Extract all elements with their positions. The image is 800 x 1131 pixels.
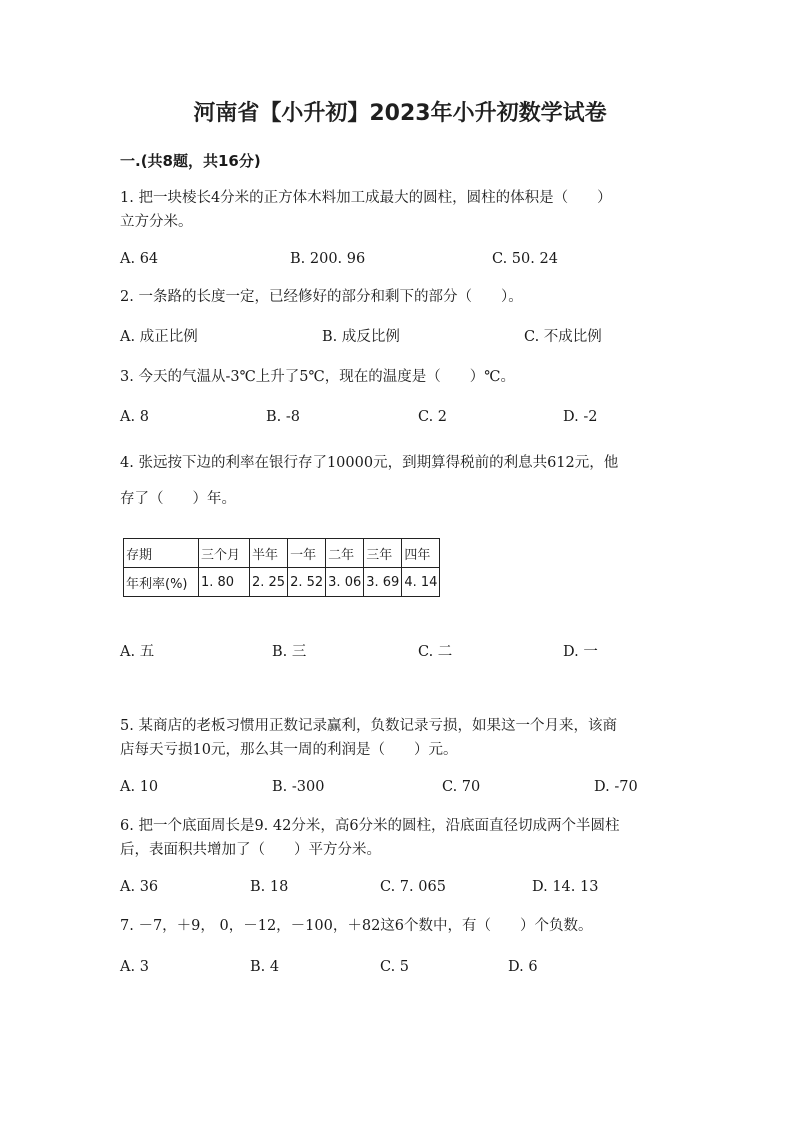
question-4-line2: 存了（ ）年。 — [120, 491, 236, 507]
q6-option-c: C. 7. 065 — [380, 879, 446, 895]
q5-option-b: B. -300 — [272, 779, 325, 795]
q6-option-a: A. 36 — [120, 879, 159, 895]
question-2 — [120, 285, 680, 309]
q5-option-d: D. -70 — [594, 779, 638, 795]
q4-option-d: D. 一 — [563, 644, 598, 660]
q6-option-b: B. 18 — [250, 879, 289, 895]
table-cell: 1. 80 — [199, 568, 250, 597]
q7-option-a: A. 3 — [120, 959, 149, 975]
table-cell: 三个月 — [199, 539, 250, 568]
table-cell: 三年 — [364, 539, 402, 568]
q2-option-c: C. 不成比例 — [524, 329, 602, 345]
question-3-line1: 3. 今天的气温从-3℃上升了5℃，现在的温度是（ ）℃。 — [120, 369, 515, 385]
q6-option-d: D. 14. 13 — [532, 879, 599, 895]
question-6-line2: 后，表面积共增加了（ ）平方分米。 — [120, 842, 381, 858]
q7-option-d: D. 6 — [508, 959, 538, 975]
q3-option-d: D. -2 — [563, 409, 598, 425]
table-cell: 2. 52 — [288, 568, 326, 597]
question-3 — [120, 365, 680, 389]
question-4-line1: 4. 张远按下边的利率在银行存了10000元，到期算得税前的利息共612元，他 — [120, 455, 619, 471]
q7-option-b: B. 4 — [250, 959, 280, 975]
table-row — [124, 539, 440, 568]
table-cell: 3. 06 — [326, 568, 364, 597]
q2-option-b: B. 成反比例 — [322, 329, 400, 345]
q5-option-c: C. 70 — [442, 779, 481, 795]
q1-option-a: A. 64 — [120, 251, 159, 267]
question-6 — [120, 814, 680, 862]
question-7-line1: 7. －7，＋9， 0，－12，－100，＋82这6个数中，有（ ）个负数。 — [120, 918, 593, 934]
question-4 — [120, 445, 680, 517]
q1-option-c: C. 50. 24 — [492, 251, 558, 267]
table-cell: 2. 25 — [250, 568, 288, 597]
q5-option-a: A. 10 — [120, 779, 159, 795]
q4-option-b: B. 三 — [272, 644, 307, 660]
question-6-line1: 6. 把一个底面周长是9. 42分米，高6分米的圆柱，沿底面直径切成两个半圆柱 — [120, 818, 620, 834]
q4-option-a: A. 五 — [120, 644, 155, 660]
table-cell: 年利率(%) — [124, 568, 199, 597]
q7-option-c: C. 5 — [380, 959, 410, 975]
question-5 — [120, 714, 680, 762]
table-cell: 一年 — [288, 539, 326, 568]
table-cell: 3. 69 — [364, 568, 402, 597]
question-2-line1: 2. 一条路的长度一定，已经修好的部分和剩下的部分（ ）。 — [120, 289, 523, 305]
q3-option-a: A. 8 — [120, 409, 149, 425]
q4-option-c: C. 二 — [418, 644, 453, 660]
table-cell: 二年 — [326, 539, 364, 568]
q1-option-b: B. 200. 96 — [290, 251, 366, 267]
exam-title: 河南省【小升初】2023年小升初数学试卷 — [193, 101, 607, 126]
question-7 — [120, 914, 680, 938]
question-1-line1: 1. 把一块棱长4分米的正方体木料加工成最大的圆柱，圆柱的体积是（ ） — [120, 190, 612, 206]
q3-option-b: B. -8 — [266, 409, 300, 425]
question-5-line2: 店每天亏损10元，那么其一周的利润是（ ）元。 — [120, 742, 458, 758]
q2-option-a: A. 成正比例 — [120, 329, 198, 345]
table-cell: 四年 — [402, 539, 440, 568]
table-cell: 4. 14 — [402, 568, 440, 597]
section-heading: 一.(共8题，共16分) — [120, 152, 261, 170]
interest-rate-table — [123, 538, 440, 597]
q3-option-c: C. 2 — [418, 409, 448, 425]
table-row — [124, 568, 440, 597]
table-cell: 半年 — [250, 539, 288, 568]
question-1 — [120, 186, 680, 234]
question-1-line2: 立方分米。 — [120, 214, 193, 230]
question-5-line1: 5. 某商店的老板习惯用正数记录赢利，负数记录亏损，如果这一个月来，该商 — [120, 718, 617, 734]
table-cell: 存期 — [124, 539, 199, 568]
